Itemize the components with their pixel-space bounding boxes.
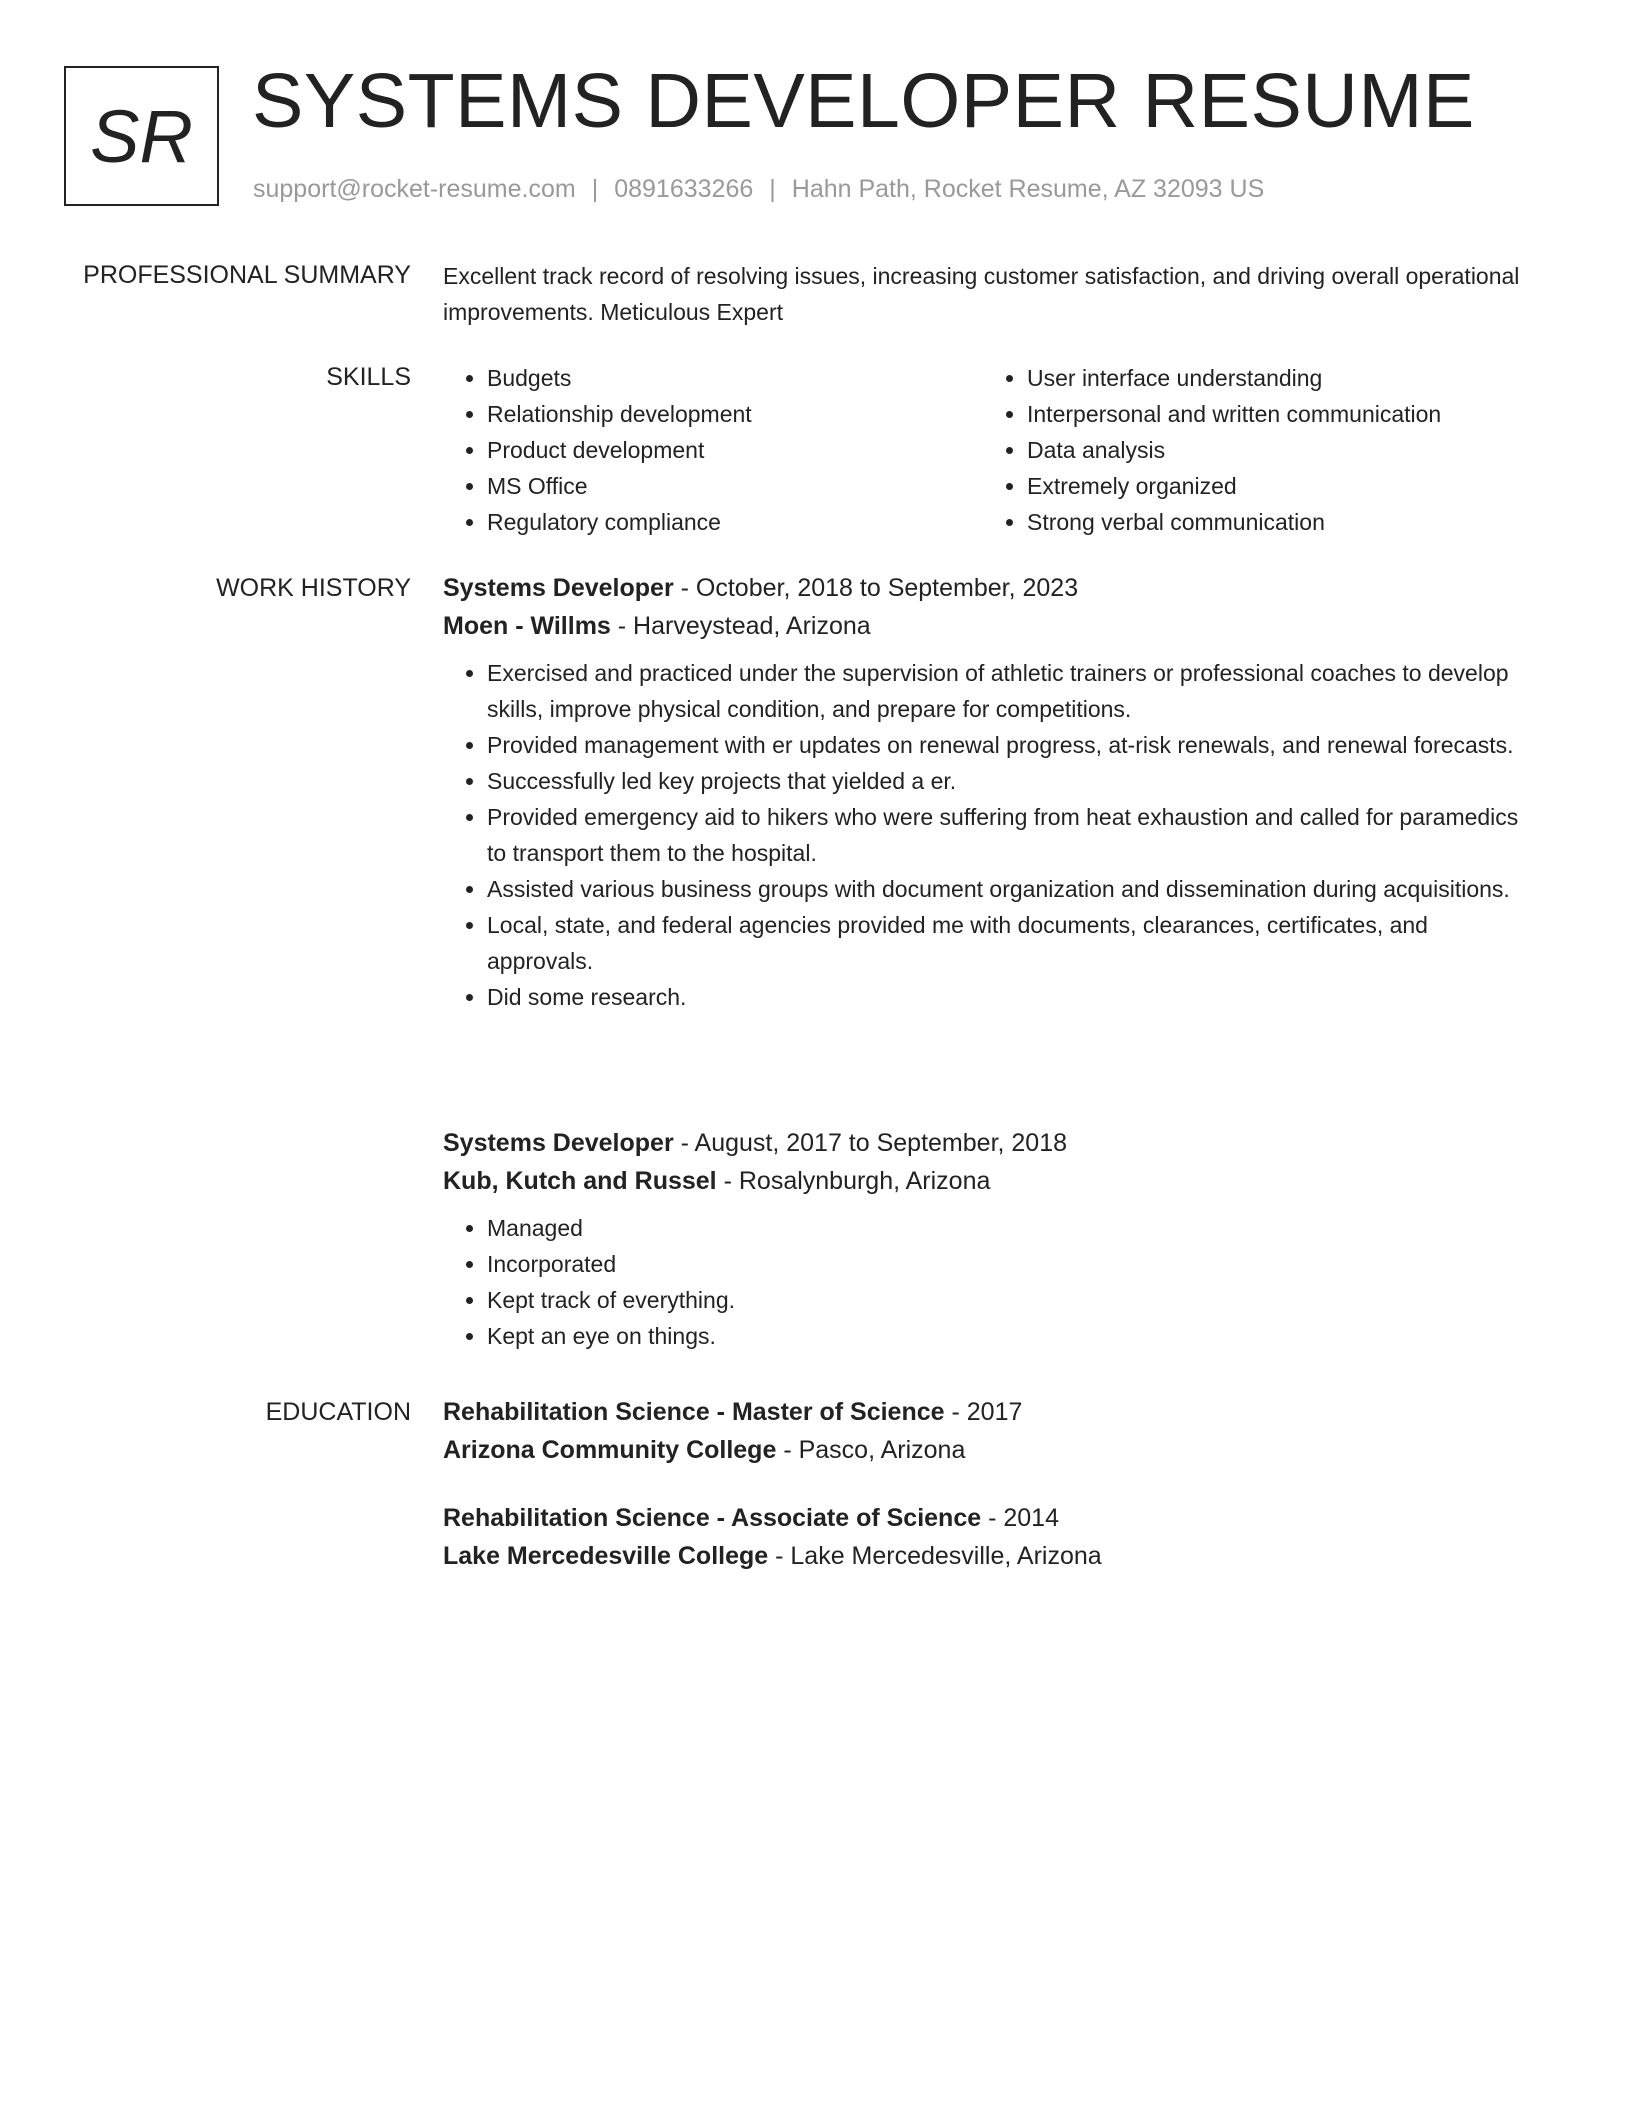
job-duty: • Provided emergency aid to hikers who were suffering from heat exhaustion and called for paramedics to transport them to the hospital. — [487, 799, 1523, 871]
school-line — [443, 1537, 1523, 1575]
job-duty: • Kept an eye on things. — [487, 1318, 1523, 1354]
job-duty: • Provided management with er updates on renewal progress, at-risk renewals, and renewal forecasts. — [487, 727, 1523, 763]
skill-item: • Regulatory compliance — [487, 504, 983, 540]
school-location: - Pasco, Arizona — [776, 1436, 966, 1464]
contact-address: Hahn Path, Rocket Resume, AZ 32093 US — [791, 175, 1265, 203]
work-history-section — [443, 569, 1523, 1043]
job-duties — [443, 655, 1523, 1015]
skills-column-right — [983, 360, 1523, 540]
skill-item: • Strong verbal communication — [1027, 504, 1523, 540]
job-duty: • Did some research. — [487, 979, 1523, 1015]
job-company: Kub, Kutch and Russel — [443, 1167, 717, 1195]
contact-line — [253, 172, 1264, 206]
degree-name: Rehabilitation Science - Master of Science — [443, 1398, 945, 1426]
degree-year: - 2017 — [944, 1398, 1023, 1426]
school-name: Lake Mercedesville College — [443, 1542, 769, 1570]
job-company-line — [443, 1162, 1523, 1200]
work-history-section-2 — [443, 1124, 1523, 1382]
skill-item: • MS Office — [487, 468, 983, 504]
summary-heading: PROFESSIONAL SUMMARY — [83, 261, 411, 289]
job-duties — [443, 1210, 1523, 1354]
education-section — [443, 1393, 1523, 1605]
job-duty: • Assisted various business groups with document organization and dissemination during acquisitions. — [487, 871, 1523, 907]
job-entry — [443, 1124, 1523, 1354]
job-duty: • Managed — [487, 1210, 1523, 1246]
skill-item: • Budgets — [487, 360, 983, 396]
job-location: - Harveystead, Arizona — [610, 612, 871, 640]
contact-phone: 0891633266 — [614, 175, 754, 203]
school-name: Arizona Community College — [443, 1436, 777, 1464]
job-company: Moen - Willms — [443, 612, 611, 640]
job-title: Systems Developer — [443, 1129, 674, 1157]
contact-separator: | — [769, 175, 776, 203]
job-title-line — [443, 1124, 1523, 1162]
education-entry — [443, 1499, 1523, 1575]
degree-line — [443, 1393, 1523, 1431]
school-location: - Lake Mercedesville, Arizona — [768, 1542, 1102, 1570]
skills-column-left — [443, 360, 983, 540]
job-dates: - August, 2017 to September, 2018 — [673, 1129, 1068, 1157]
job-duty: • Incorporated — [487, 1246, 1523, 1282]
skill-item: • Relationship development — [487, 396, 983, 432]
skills-section — [443, 360, 1523, 540]
summary-text: Excellent track record of resolving issues, increasing customer satisfaction, and driving overall operational improvements. Meticulous Expert — [443, 263, 1520, 325]
summary-section — [443, 258, 1523, 330]
job-entry — [443, 569, 1523, 1015]
contact-separator: | — [591, 175, 599, 203]
resume-title: SYSTEMS DEVELOPER RESUME — [252, 58, 1475, 144]
contact-email: support@rocket-resume.com — [253, 175, 576, 203]
job-title-line — [443, 569, 1523, 607]
job-dates: - October, 2018 to September, 2023 — [673, 574, 1079, 602]
skill-item: • Extremely organized — [1027, 468, 1523, 504]
degree-name: Rehabilitation Science - Associate of Science — [443, 1504, 982, 1532]
work-history-heading: WORK HISTORY — [216, 574, 411, 602]
job-duty: • Kept track of everything. — [487, 1282, 1523, 1318]
degree-year: - 2014 — [981, 1504, 1059, 1532]
monogram-logo: SR — [64, 66, 219, 206]
job-location: - Rosalynburgh, Arizona — [716, 1167, 991, 1195]
job-duty: • Exercised and practiced under the supervision of athletic trainers or professional coaches to develop skills, improve physical condition, and prepare for competitions. — [487, 655, 1523, 727]
degree-line — [443, 1499, 1523, 1537]
job-company-line — [443, 607, 1523, 645]
skills-heading: SKILLS — [326, 363, 411, 391]
school-line — [443, 1431, 1523, 1469]
skill-item: • Interpersonal and written communication — [1027, 396, 1523, 432]
education-heading: EDUCATION — [265, 1398, 411, 1426]
skill-item: • User interface understanding — [1027, 360, 1523, 396]
skill-item: • Data analysis — [1027, 432, 1523, 468]
education-entry — [443, 1393, 1523, 1469]
job-title: Systems Developer — [443, 574, 674, 602]
job-duty: • Local, state, and federal agencies provided me with documents, clearances, certificates, and approvals. — [487, 907, 1523, 979]
job-duty: • Successfully led key projects that yielded a er. — [487, 763, 1523, 799]
skill-item: • Product development — [487, 432, 983, 468]
